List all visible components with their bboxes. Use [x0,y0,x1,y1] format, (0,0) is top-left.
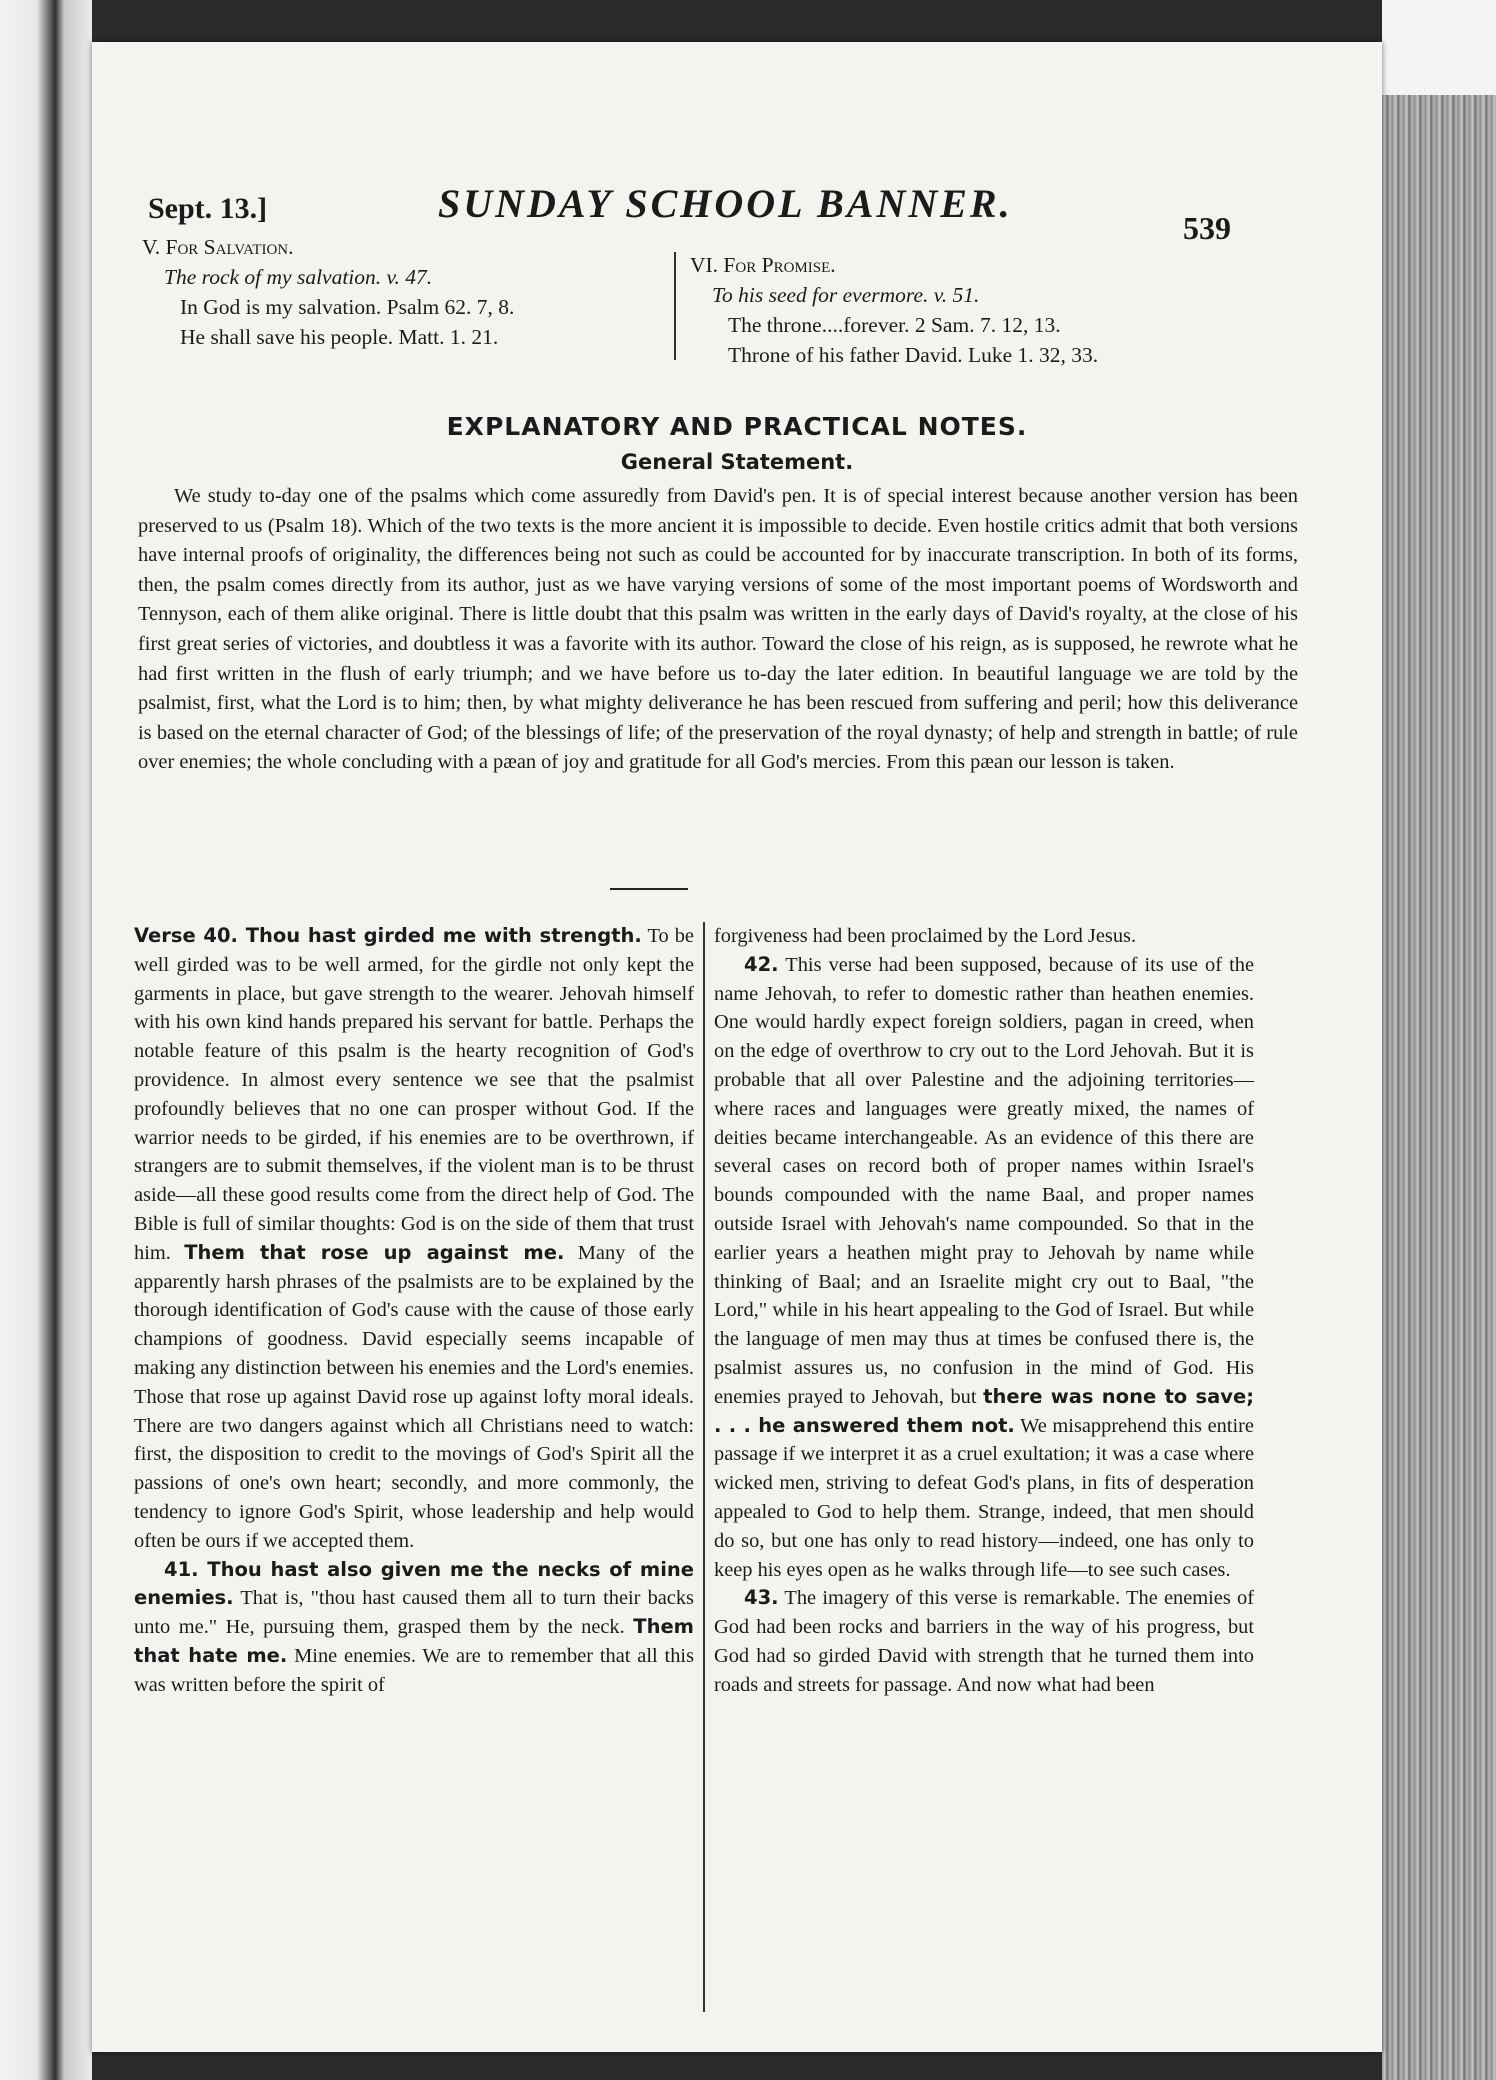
verse-41-note [134,1556,694,1700]
outline-line: In God is my salvation. Psalm 62. 7, 8. [180,295,515,319]
column-divider [703,922,705,2012]
note-text: We misapprehend this entire passage if we interpret it as a cruel exultation; it was a case where wicked men, striving to defeat God's plans, in fits of desperation appealed to God to help them. Strange, indeed, that men should do so, but one has only to read history—indeed, one has only to keep his eyes open as he walks through life—to see such cases. [714,1414,1254,1581]
section-title: EXPLANATORY AND PRACTICAL NOTES. [446,412,1028,441]
header-date: Sept. 13.] [148,192,268,225]
verse-42-note [714,951,1254,1585]
outline-divider [674,252,676,360]
note-text: Many of the apparently harsh phrases of the psalmists are to be explained by the thorough identification of God's cause with the cause of those early champions of goodness. David especially seems incapable of making any distinction between his enemies and the Lord's enemies. Those that rose up against David rose up against lofty moral ideals. There are two dangers against which all Christians need to watch: first, the disposition to credit to the movings of God's Spirit all the passions of one's own heart; secondly, and more commonly, the tendency to ignore God's Spirit, whose leadership and help would often be ours if we accepted them. [134,1241,695,1552]
verse-label: 42. [744,952,779,976]
book-page-stack [1382,95,1496,2080]
note-text: To be well girded was to be well armed, for the girdle not only kept the garments in place, but gave strength to the wearer. Jehovah himself with his own kind hands prepared his servant for battle. Perhaps the notable feature of this psalm is the hearty recognition of God's providence. In almost every sentence we see that the psalmist profoundly believes that no one can prosper without God. If the warrior needs to be girded, if his enemies are to be overthrown, if strangers are to submit themselves, if the violent man is to be thrust aside—all these good results come from the direct help of God. The Bible is full of similar thoughts: God is on the side of them that trust him. [134,925,694,1264]
section-rule [610,888,688,890]
outline-line: He shall save his people. Matt. 1. 21. [180,325,499,349]
verse-43-note [714,1584,1254,1699]
note-text: That is, "thou hast caused them all to turn their backs unto me." He, pursuing them, grasped them by the neck. [134,1587,694,1639]
page-number: 539 [1183,210,1231,246]
right-column [714,922,1254,1700]
outline-heading: V. For Salvation. [142,235,294,259]
outline-line: Throne of his father David. Luke 1. 32, 33. [728,343,1099,367]
left-column [134,922,694,1700]
note-text: This verse had been supposed, because of its use of the name Jehovah, to refer to domestic rather than heathen enemies. One would hardly expect foreign soldiers, pagan in creed, when on the edge of overthrow to cry out to the Lord Jehovah. But it is probable that all over Palestine and the adjoining territories—where races and languages were greatly mixed, the names of deities became interchangeable. As an evidence of this there are several cases on record both of proper names within Israel's bounds compounded with the name Baal, and proper names outside Israel with Jehovah's name compounded. So that in the earlier years a heathen might pray to Jehovah by name while thinking of Baal; and an Israelite might cry out to Baal, "the Lord," while in his heart appealing to the God of Israel. But while the language of men may thus at times be confused there is, the psalmist assures us, no confusion in the mind of God. His enemies prayed to Jehovah, but [714,953,1254,1408]
outline-line: The throne....forever. 2 Sam. 7. 12, 13. [728,313,1061,337]
outline-right [690,250,1310,370]
continued-text: forgiveness had been proclaimed by the Lord Jesus. [714,925,1137,947]
outline-heading: VI. For Promise. [690,253,836,277]
note-text: Mine enemies. We are to remember that all this was written before the spirit of [134,1644,694,1696]
note-text: The imagery of this verse is remarkable. The enemies of God had been rocks and barriers in the way of his progress, but God had so girded David with strength that he turned them into roads and streets for passage. And now what had been [714,1587,1254,1696]
verse-label: 43. [744,1586,779,1610]
outline-line: The rock of my salvation. v. 47. [164,265,433,289]
verse-40-note [134,922,694,1556]
general-statement: We study to-day one of the psalms which come assuredly from David's pen. It is of special interest because another version has been preserved to us (Psalm 18). Which of the two texts is the more ancient it is impossible to decide. Even hostile critics admit that both versions have internal proofs of originality, the differences being not such as could be accounted for by inaccurate transcription. In both of its forms, then, the psalm comes directly from its author, just as we have varying versions of some of the most important poems of Wordsworth and Tennyson, each of them alike original. There is little doubt that this psalm was written in the early days of David's royalty, at the close of his first great series of victories, and doubtless it was a favorite with its author. Toward the close of his reign, as is supposed, he rewrote what he had first written in the flush of early triumph; and we have before us to-day the later edition. In beautiful language we are told by the psalmist, first, what the Lord is to him; then, by what mighty deliverance he has been rescued from suffering and peril; how this deliverance is based on the eternal character of God; of the blessings of life; of the preservation of the royal dynasty; of help and strength in battle; of rule over enemies; the whole concluding with a pæan of joy and gratitude for all God's mercies. From this pæan our lesson is taken. [138,485,1298,774]
phrase-label: Them that rose up against me. [184,1240,565,1264]
header-title: SUNDAY SCHOOL BANNER. [438,181,1013,226]
verse-label: Verse 40. Thou hast girded me with strength. [134,924,642,947]
verse-label: 41. Thou hast also given me the necks of mine enemies. [134,1557,694,1610]
outline-line: To his seed for evermore. v. 51. [712,283,980,307]
section-subtitle: General Statement. [620,450,854,474]
outline-left [142,232,702,352]
left-page-edge [0,0,92,2080]
book-edge-top [1382,0,1496,95]
scanned-page [92,42,1382,2052]
phrase-label: there was none to save; . . . he answered them not. [714,1384,1255,1437]
running-header [148,152,1298,246]
phrase-label: Them that hate me. [134,1615,694,1667]
